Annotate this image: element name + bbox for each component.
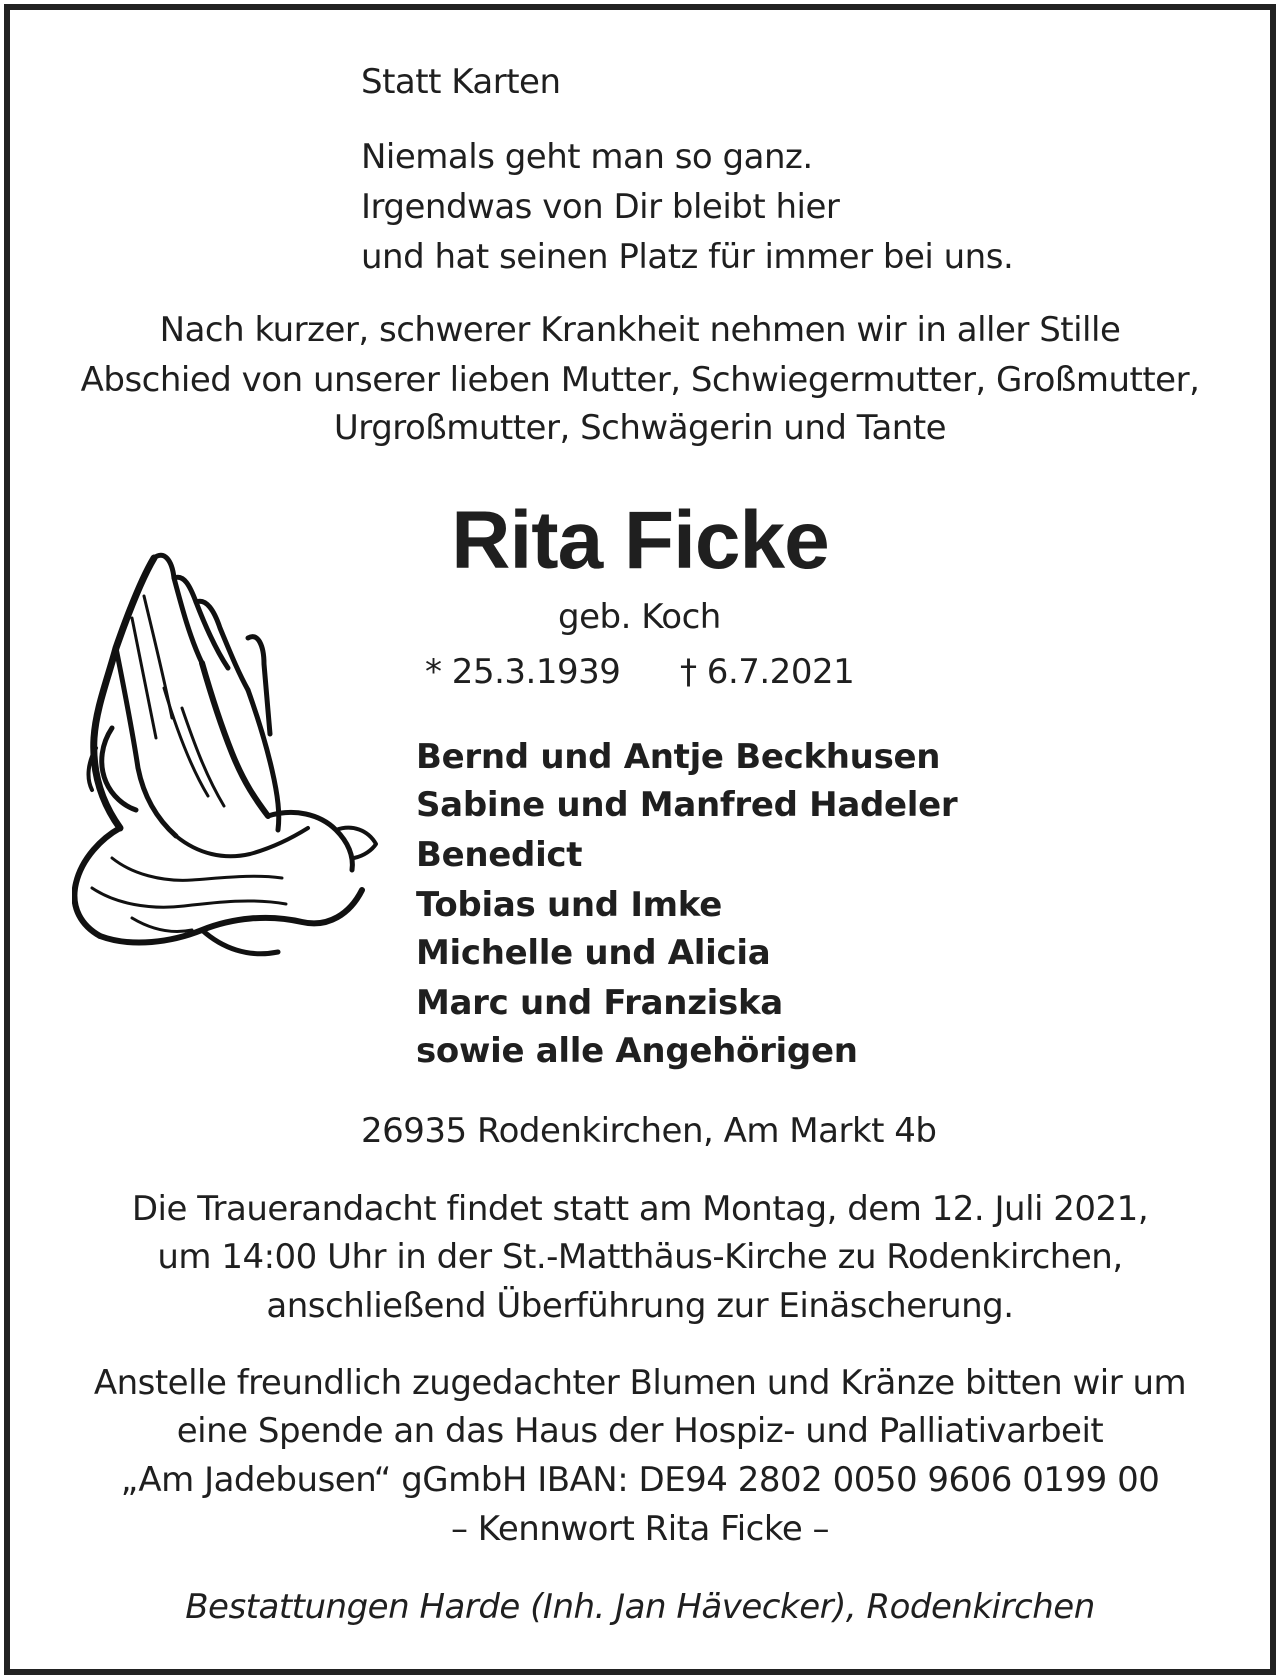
mourner-7: sowie alle Angehörigen bbox=[416, 1031, 858, 1071]
maiden-name: geb. Koch bbox=[558, 597, 721, 637]
mourner-6: Marc und Franziska bbox=[416, 983, 783, 1023]
donation-line-4: – Kennwort Rita Ficke – bbox=[450, 1509, 830, 1549]
mourner-5: Michelle und Alicia bbox=[416, 933, 771, 973]
mourner-4: Tobias und Imke bbox=[416, 885, 722, 925]
intro-line-3: Urgroßmutter, Schwägerin und Tante bbox=[333, 408, 947, 448]
donation-line-1: Anstelle freundlich zugedachter Blumen und Kränze bitten wir um bbox=[93, 1363, 1187, 1403]
undertaker: Bestattungen Harde (Inh. Jan Hävecker), Rodenkirchen bbox=[185, 1587, 1095, 1627]
service-line-1: Die Trauerandacht findet statt am Montag, dem 12. Juli 2021, bbox=[131, 1189, 1149, 1229]
header-label: Statt Karten bbox=[361, 62, 561, 102]
intro-line-1: Nach kurzer, schwerer Krankheit nehmen wir in aller Stille bbox=[159, 310, 1121, 350]
donation-line-2: eine Spende an das Haus der Hospiz- und Palliativarbeit bbox=[176, 1411, 1104, 1451]
birth-date: * 25.3.1939 bbox=[425, 652, 621, 692]
mourner-3: Benedict bbox=[416, 835, 583, 875]
praying-hands-icon bbox=[72, 538, 378, 970]
service-line-3: anschließend Überführung zur Einäscherung. bbox=[266, 1286, 1014, 1326]
poem-line-1: Niemals geht man so ganz. bbox=[361, 137, 813, 177]
donation-line-3: „Am Jadebusen“ gGmbH IBAN: DE94 2802 0050 9606 0199 00 bbox=[120, 1460, 1160, 1500]
mourner-1: Bernd und Antje Beckhusen bbox=[416, 737, 941, 777]
intro-line-2: Abschied von unserer lieben Mutter, Schwiegermutter, Großmutter, bbox=[80, 360, 1200, 400]
mourner-2: Sabine und Manfred Hadeler bbox=[416, 785, 958, 825]
deceased-name: Rita Ficke bbox=[451, 495, 829, 586]
address: 26935 Rodenkirchen, Am Markt 4b bbox=[361, 1111, 937, 1151]
poem-line-3: und hat seinen Platz für immer bei uns. bbox=[361, 237, 1014, 277]
death-date: † 6.7.2021 bbox=[680, 652, 855, 692]
poem-line-2: Irgendwas von Dir bleibt hier bbox=[361, 187, 840, 227]
service-line-2: um 14:00 Uhr in der St.-Matthäus-Kirche zu Rodenkirchen, bbox=[157, 1237, 1123, 1277]
